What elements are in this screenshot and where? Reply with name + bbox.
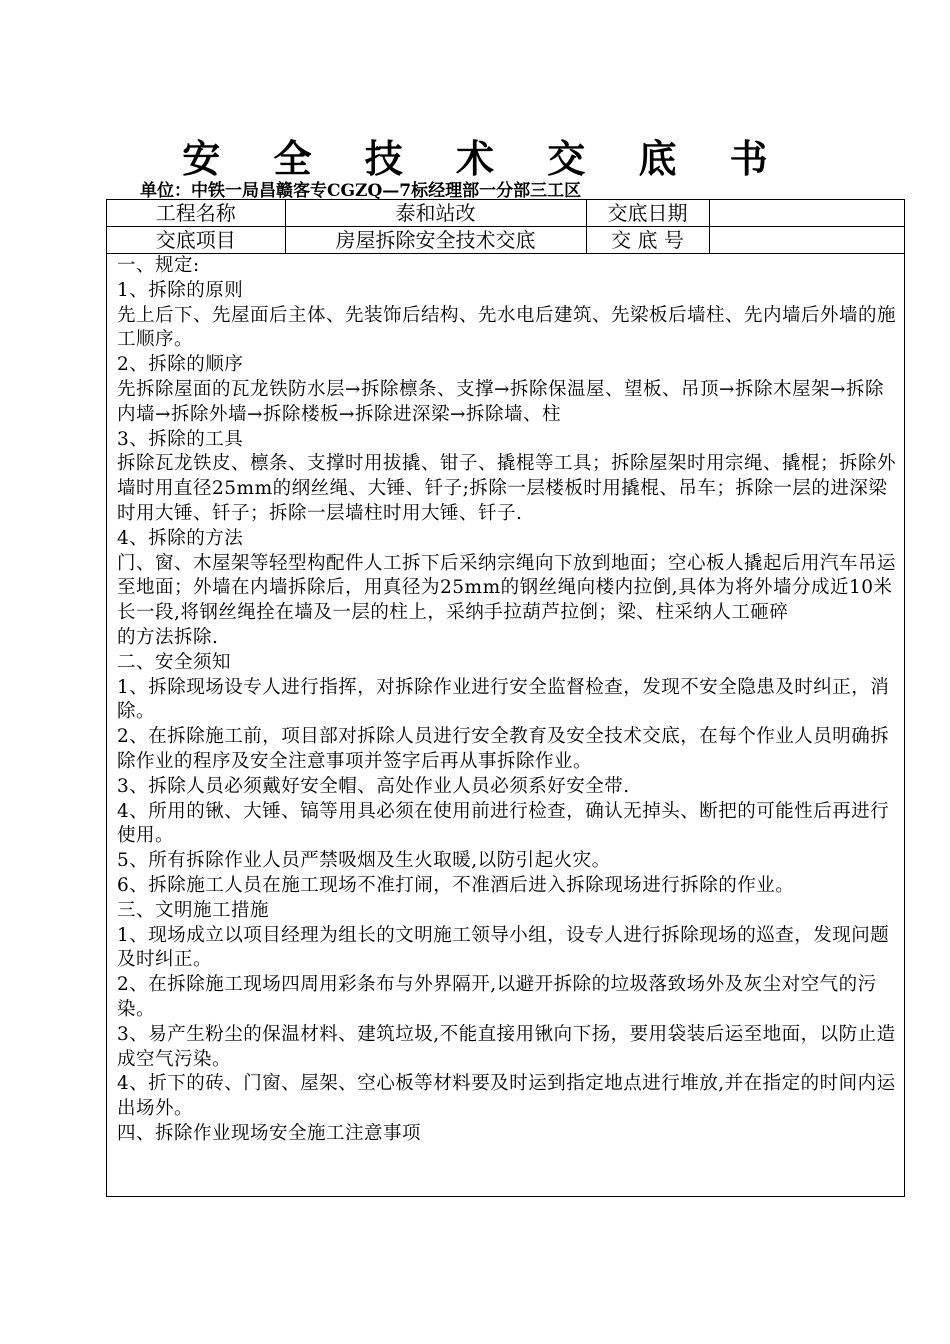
paragraph: 先拆除屋面的瓦龙铁防水层→拆除檩条、支撑→拆除保温屋、望板、吊顶→拆除木屋架→拆除内墙→拆除外墙→拆除楼板→拆除进深梁→拆除墙、柱 (117, 378, 885, 425)
paragraph: 拆除瓦龙铁皮、檩条、支撑时用拔撬、钳子、撬棍等工具；拆除屋架时用宗绳、撬棍；拆除外墙时用直径25mm的纲丝绳、大锤、钎子;拆除一层楼板时用撬棍、吊车；拆除一层的进深梁时用大锤、钎子；拆除一层墙柱时用大锤、钎子. (117, 453, 897, 524)
paragraph: 4、折下的砖、门窗、屋架、空心板等材料要及时运到指定地点进行堆放,并在指定的时间内运出场外。 (117, 1073, 896, 1120)
date-label: 交底日期 (586, 200, 709, 227)
paragraph: 先上后下、先屋面后主体、先装饰后结构、先水电后建筑、先梁板后墙柱、先内墙后外墙的施工顺序。 (117, 304, 897, 351)
paragraph: 2、在拆除施工前，项目部对拆除人员进行安全教育及安全技术交底，在每个作业人员明确拆除作业的程序及安全注意事项并签字后再从事拆除作业。 (117, 726, 890, 772)
content-body (107, 254, 904, 1147)
paragraph: 1、拆除现场设专人进行指挥，对拆除作业进行安全监督检查，发现不安全隐患及时纠正，消除。 (117, 676, 890, 723)
paragraph: 3、易产生粉尘的保温材料、建筑垃圾,不能直接用锹向下扬，要用袋装后运至地面，以防止造成空气污染。 (117, 1023, 896, 1070)
subheading: 4、拆除的方法 (117, 527, 244, 549)
paragraph: 2、在拆除施工现场四周用彩条布与外界隔开,以避开拆除的垃圾落致场外及灰尘对空气的污染。 (117, 974, 877, 1020)
section-heading: 一、规定: (117, 255, 200, 276)
section-heading: 四、拆除作业现场安全施工注意事项 (117, 1122, 422, 1144)
subheading: 1、拆除的原则 (117, 279, 244, 301)
header-table (107, 200, 904, 254)
project-name-value: 泰和站改 (285, 200, 586, 227)
document-title: 安 全 技 术 交 底 书 (182, 136, 788, 181)
paragraph: 6、拆除施工人员在施工现场不准打闹，不准酒后进入拆除现场进行拆除的作业。 (117, 874, 795, 896)
paragraph: 5、所有拆除作业人员严禁吸烟及生火取暖,以防引起火灾。 (117, 850, 611, 872)
paragraph: 1、现场成立以项目经理为组长的文明施工领导小组，设专人进行拆除现场的巡查，发现问题及时纠正。 (117, 924, 890, 971)
item-value: 房屋拆除安全技术交底 (285, 227, 586, 254)
section-heading: 二、安全须知 (117, 651, 232, 673)
header-row (107, 227, 904, 254)
document-frame (106, 199, 905, 1197)
subheading: 3、拆除的工具 (117, 428, 244, 450)
date-value (709, 200, 904, 227)
number-value (709, 227, 904, 254)
project-name-label: 工程名称 (107, 200, 285, 227)
subheading: 2、拆除的顺序 (117, 354, 244, 376)
item-label: 交底项目 (107, 227, 285, 254)
header-row (107, 200, 904, 227)
unit-line: 单位：中铁一局昌赣客专CGZQ—7标经理部一分部三工区 (140, 181, 582, 201)
paragraph: 3、拆除人员必须戴好安全帽、高处作业人员必须系好安全带. (117, 775, 630, 797)
section-heading: 三、文明施工措施 (117, 899, 270, 921)
paragraph: 门、窗、木屋架等轻型构配件人工拆下后采纳宗绳向下放到地面；空心板人撬起后用汽车吊运至地面；外墙在内墙拆除后，用真径为25mm的钢丝绳向楼内拉倒,具体为将外墙分成近10米长一段,将钢丝绳拴在墙及一层的柱上，采纳手拉葫芦拉倒；梁、柱采纳人工砸碎 (117, 552, 897, 624)
number-label: 交 底 号 (586, 227, 709, 254)
paragraph: 4、所用的锹、大锤、镐等用具必须在使用前进行检查，确认无掉头、断把的可能性后再进行使用。 (117, 800, 890, 847)
paragraph: 的方法拆除. (117, 626, 219, 648)
